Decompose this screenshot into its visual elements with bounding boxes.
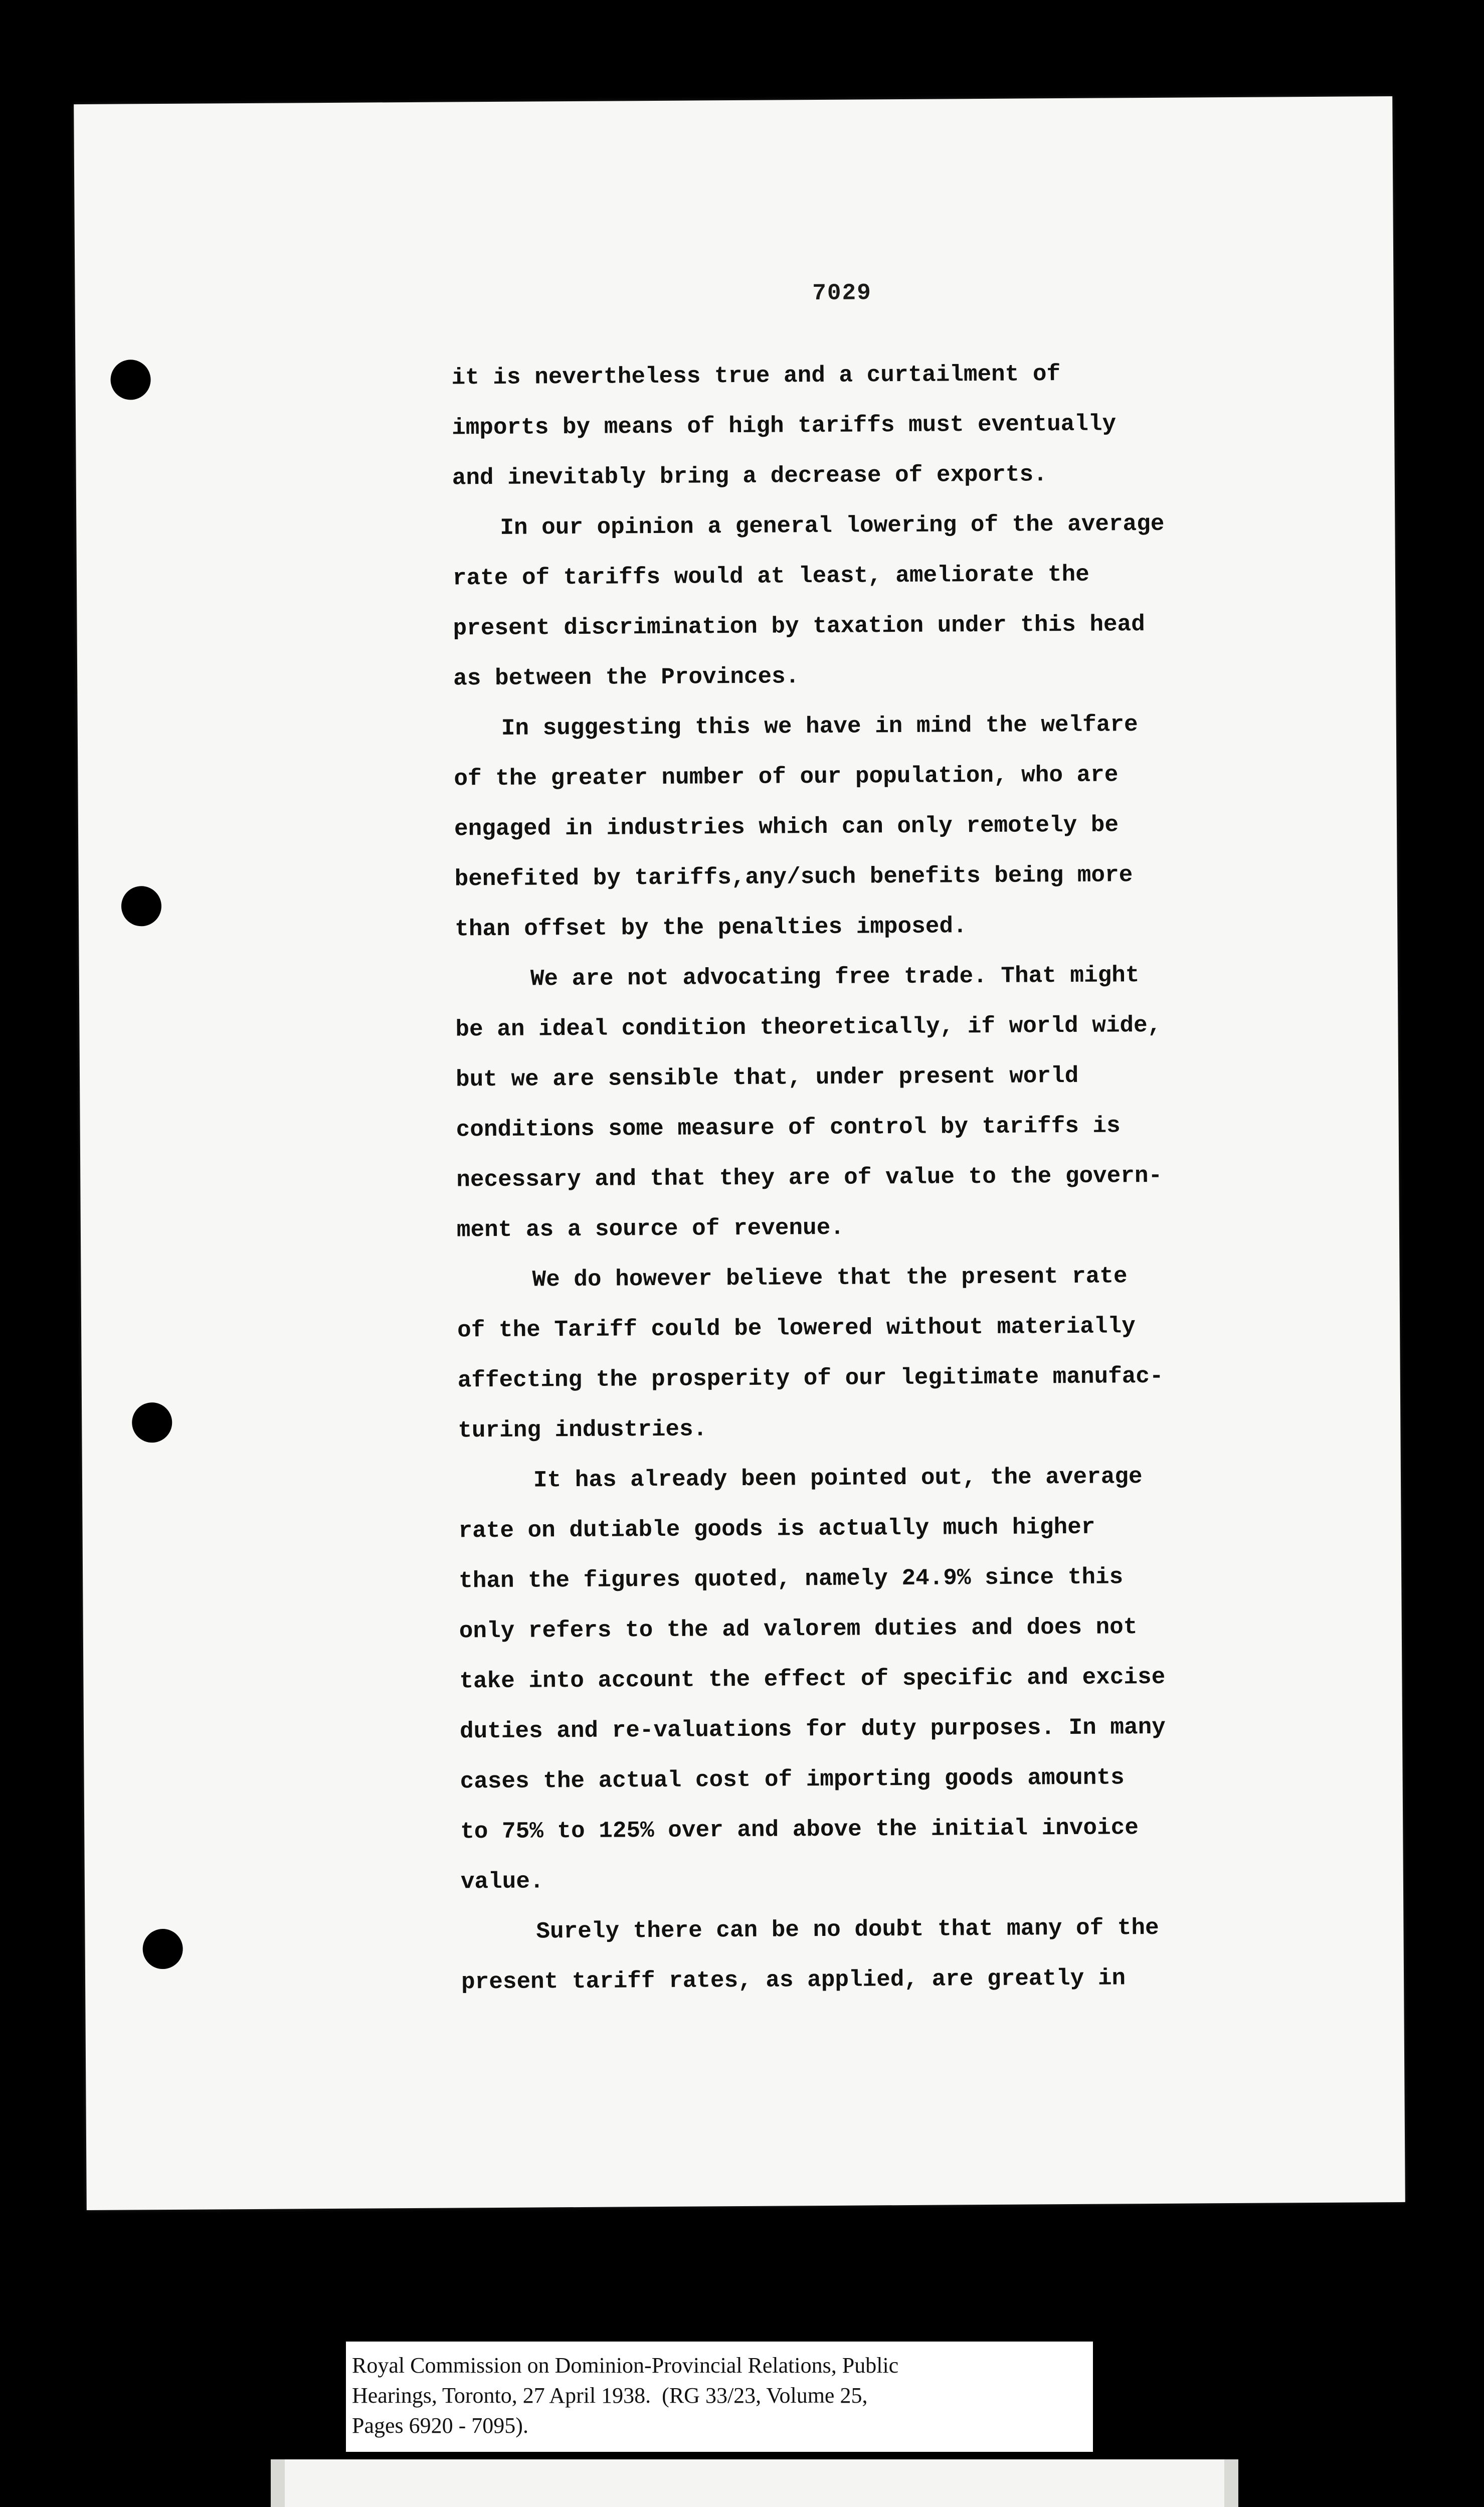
text-line: rate of tariffs would at least, ameliorate the [452,561,1089,592]
text-line: it is nevertheless true and a curtailment of [451,361,1061,391]
text-line: and inevitably bring a decrease of exports. [452,461,1047,491]
text-line: Surely there can be no doubt that many of the [536,1914,1159,1945]
punch-hole-upper-middle [121,886,161,926]
text-line: turing industries. [458,1416,707,1444]
citation-line: Pages 6920 - 7095). [352,2413,528,2438]
text-line: In suggesting this we have in mind the welfare [501,711,1138,742]
text-line: present discrimination by taxation under this head [453,611,1145,642]
text-line: as between the Provinces. [453,663,800,692]
text-line: cases the actual cost of importing goods amounts [460,1764,1125,1795]
text-line: be an ideal condition theoretically, if world wide, [455,1012,1162,1043]
public-archives-banner [271,2459,1238,2507]
text-line: present tariff rates, as applied, are greatly in [461,1965,1126,1996]
text-line: We do however believe that the present rate [532,1263,1128,1293]
text-line: but we are sensible that, under present world [455,1062,1079,1093]
text-line: only refers to the ad valorem duties and does not [459,1614,1138,1645]
text-line: necessary and that they are of value to the govern- [456,1162,1163,1193]
punch-hole-top [110,360,150,400]
punch-hole-bottom [142,1929,182,1969]
text-line: duties and re-valuations for duty purposes. In many [459,1714,1166,1745]
text-line: In our opinion a general lowering of the average [500,510,1165,541]
text-line: conditions some measure of control by tariffs is [456,1113,1121,1143]
typed-body-text [451,347,1364,2007]
text-line: engaged in industries which can only remotely be [454,812,1119,842]
text-line: than the figures quoted, namely 24.9% since this [459,1564,1124,1594]
text-line: We are not advocating free trade. That might [530,962,1140,992]
text-line: than offset by the penalties imposed. [455,913,967,943]
text-line: value. [460,1868,544,1895]
citation-label [346,2342,1093,2452]
citation-line: Royal Commission on Dominion-Provincial Relations, Public [352,2353,899,2378]
document-page [74,96,1405,2210]
text-line: imports by means of high tariffs must eventually [451,411,1117,441]
text-line: ment as a source of revenue. [456,1214,845,1243]
text-line: of the greater number of our population, who are [454,762,1119,792]
punch-hole-lower-middle [132,1402,172,1443]
citation-line: Hearings, Toronto, 27 April 1938. (RG 33/23, Volume 25, [352,2383,868,2408]
text-line: to 75% to 125% over and above the initial invoice [460,1815,1139,1845]
text-line: of the Tariff could be lowered without materially [457,1313,1136,1344]
text-line: benefited by tariffs,any/such benefits being more [454,862,1133,892]
text-line: It has already been pointed out, the average [533,1464,1143,1494]
text-line: rate on dutiable goods is actually much higher [458,1514,1095,1544]
page-number: 7029 [812,280,872,307]
text-line: affecting the prosperity of our legitimate manufac- [457,1363,1164,1394]
text-line: take into account the effect of specific and excise [459,1664,1166,1695]
